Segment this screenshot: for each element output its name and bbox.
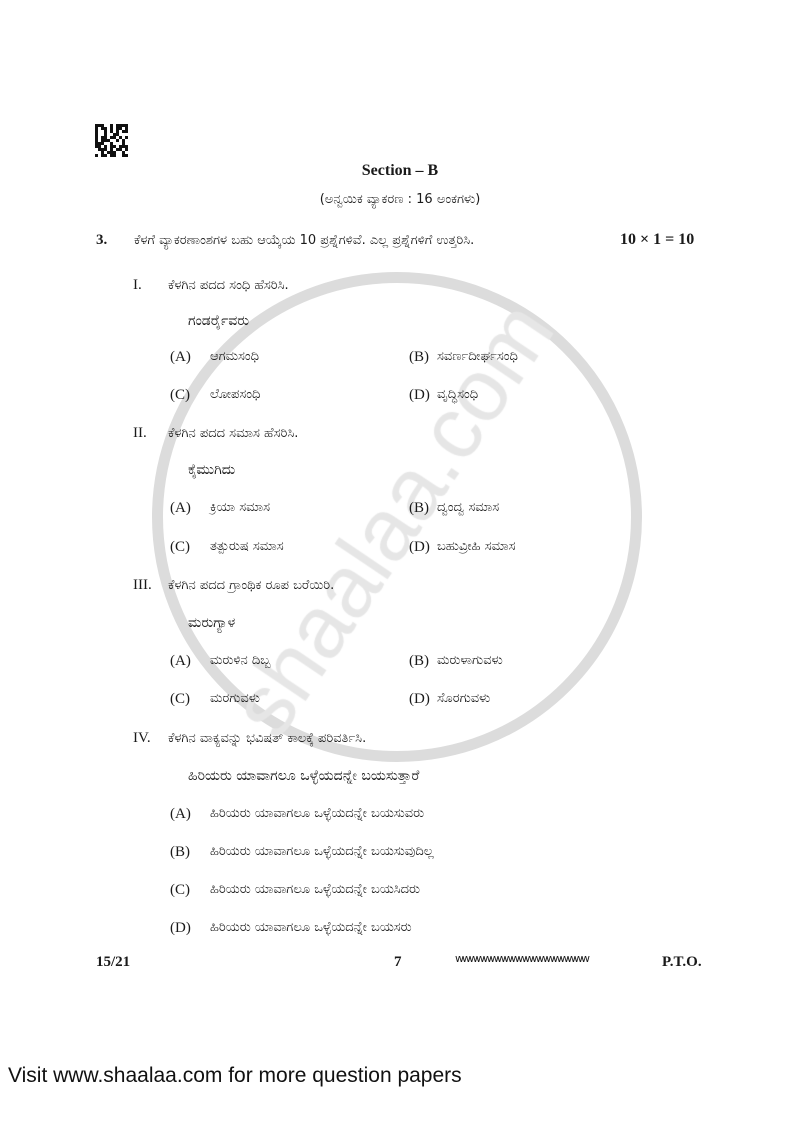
- sub-question: [133, 576, 334, 595]
- option-text: ಸವರ್ಣದೀರ್ಘಸಂಧಿ: [437, 349, 518, 364]
- option-label: (A): [170, 500, 191, 516]
- option-text: ಹಿರಿಯರು ಯಾವಾಗಲೂ ಒಳ್ಳೆಯದನ್ನೇ ಬಯಸುವುದಿಲ್ಲ: [210, 844, 434, 859]
- section-subtitle: (ಅನ್ವಯಿಕ ವ್ಯಾಕರಣ : 16 ಅಂಕಗಳು): [319, 192, 481, 207]
- section-title: Section – B: [361, 162, 439, 179]
- option: [170, 652, 271, 670]
- option-label: (C): [170, 882, 190, 898]
- option: [170, 386, 260, 404]
- sub-question: [133, 276, 289, 295]
- question-number: 3.: [96, 232, 108, 248]
- option: [409, 690, 490, 708]
- sub-question-number: IV.: [133, 730, 151, 746]
- option-text: ಮರಗುವಳು: [210, 691, 260, 706]
- sub-question-text: ಕೆಳಗಿನ ಪದದ ಸಂಧಿ ಹೆಸರಿಸಿ.: [168, 278, 289, 293]
- given-word: ಮರುಗ್ಯಾಳ: [188, 615, 236, 631]
- option: [170, 538, 284, 556]
- option: [409, 652, 503, 670]
- shaalaa-banner-link[interactable]: Visit www.shaalaa.com for more question papers: [8, 1064, 462, 1087]
- footer-squiggle: wwwwwwwwwwwwwwwwwww: [455, 952, 588, 965]
- sub-question-number: II.: [133, 425, 147, 441]
- page-number: 7: [394, 954, 402, 970]
- sub-question-text: ಕೆಳಗಿನ ಪದದ ಸಮಾಸ ಹೆಸರಿಸಿ.: [168, 426, 299, 441]
- sub-question: [133, 729, 366, 748]
- given-word: ಗಂಡರ್ರೈವರು: [188, 313, 250, 329]
- option-label: (D): [409, 539, 430, 555]
- sub-question-text: ಕೆಳಗಿನ ಪದದ ಗ್ರಾಂಥಿಕ ರೂಪ ಬರೆಯಿರಿ.: [168, 578, 335, 593]
- option: [409, 499, 499, 517]
- option-label: (A): [170, 349, 191, 365]
- option-text: ಲೋಪಸಂಧಿ: [210, 387, 261, 402]
- option: [409, 348, 518, 366]
- sub-question: [133, 424, 298, 443]
- paper-code: 15/21: [96, 954, 131, 970]
- option-text: ಹಿರಿಯರು ಯಾವಾಗಲೂ ಒಳ್ಳೆಯದನ್ನೇ ಬಯಸಿದರು: [210, 882, 421, 897]
- question-text: ಕೆಳಗೆ ವ್ಯಾಕರಣಾಂಶಗಳ ಬಹು ಆಯ್ಕೆಯ 10 ಪ್ರಶ್ನೆಗಳಿವೆ. ಎಲ್ಲ ಪ್ರಶ್ನೆಗಳಿಗೆ ಉತ್ತರಿಸಿ.: [134, 233, 475, 248]
- option-text: ವೃದ್ಧಿಸಂಧಿ: [437, 387, 479, 402]
- option-label: (C): [170, 539, 190, 555]
- option-label: (D): [170, 920, 191, 936]
- watermark-logo: [152, 272, 642, 762]
- option-label: (B): [409, 500, 429, 516]
- option-label: (A): [170, 806, 191, 822]
- option-label: (B): [409, 349, 429, 365]
- option-text: ಹಿರಿಯರು ಯಾವಾಗಲೂ ಒಳ್ಳೆಯದನ್ನೇ ಬಯಸರು: [210, 920, 412, 935]
- given-word: ಕೈಮುಗಿದು: [188, 462, 236, 478]
- option: [170, 919, 412, 937]
- option: [170, 499, 270, 517]
- option-text: ದ್ವಂದ್ವ ಸಮಾಸ: [437, 500, 500, 515]
- option: [170, 843, 434, 861]
- option-text: ಮರುಳಿನ ದಿಬ್ಬ: [210, 653, 271, 668]
- option-text: ಬಹುವ್ರೀಹಿ ಸಮಾಸ: [437, 539, 516, 554]
- option-text: ಮರುಳಾಗುವಳು: [437, 653, 503, 668]
- option-label: (D): [409, 691, 430, 707]
- option: [170, 805, 424, 823]
- option-label: (C): [170, 387, 190, 403]
- qr-code: [95, 124, 128, 157]
- option: [170, 881, 420, 899]
- option-text: ತತ್ಪುರುಷ ಸಮಾಸ: [210, 539, 284, 554]
- option-label: (A): [170, 653, 191, 669]
- option-text: ಹಿರಿಯರು ಯಾವಾಗಲೂ ಒಳ್ಳೆಯದನ್ನೇ ಬಯಸುವರು: [210, 806, 425, 821]
- option-label: (B): [409, 653, 429, 669]
- sub-question-number: III.: [133, 577, 152, 593]
- option-label: (C): [170, 691, 190, 707]
- option-label: (B): [170, 844, 190, 860]
- option: [170, 348, 259, 366]
- option-text: ಸೊರಗುವಳು: [437, 691, 491, 706]
- sub-question-text: ಕೆಳಗಿನ ವಾಕ್ಯವನ್ನು ಭವಿಷತ್ ಕಾಲಕ್ಕೆ ಪರಿವರ್ತಿಸಿ.: [168, 731, 367, 746]
- pto: P.T.O.: [662, 954, 702, 970]
- option: [409, 538, 515, 556]
- given-word: ಹಿರಿಯರು ಯಾವಾಗಲೂ ಒಳ್ಳೆಯದನ್ನೇ ಬಯಸುತ್ತಾರೆ: [188, 768, 420, 784]
- question-marks: 10 × 1 = 10: [620, 231, 695, 248]
- option-text: ಕ್ರಿಯಾ ಸಮಾಸ: [210, 500, 271, 515]
- option-label: (D): [409, 387, 430, 403]
- option: [170, 690, 260, 708]
- sub-question-number: I.: [133, 277, 142, 293]
- option: [409, 386, 478, 404]
- option-text: ಆಗಮಸಂಧಿ: [210, 349, 260, 364]
